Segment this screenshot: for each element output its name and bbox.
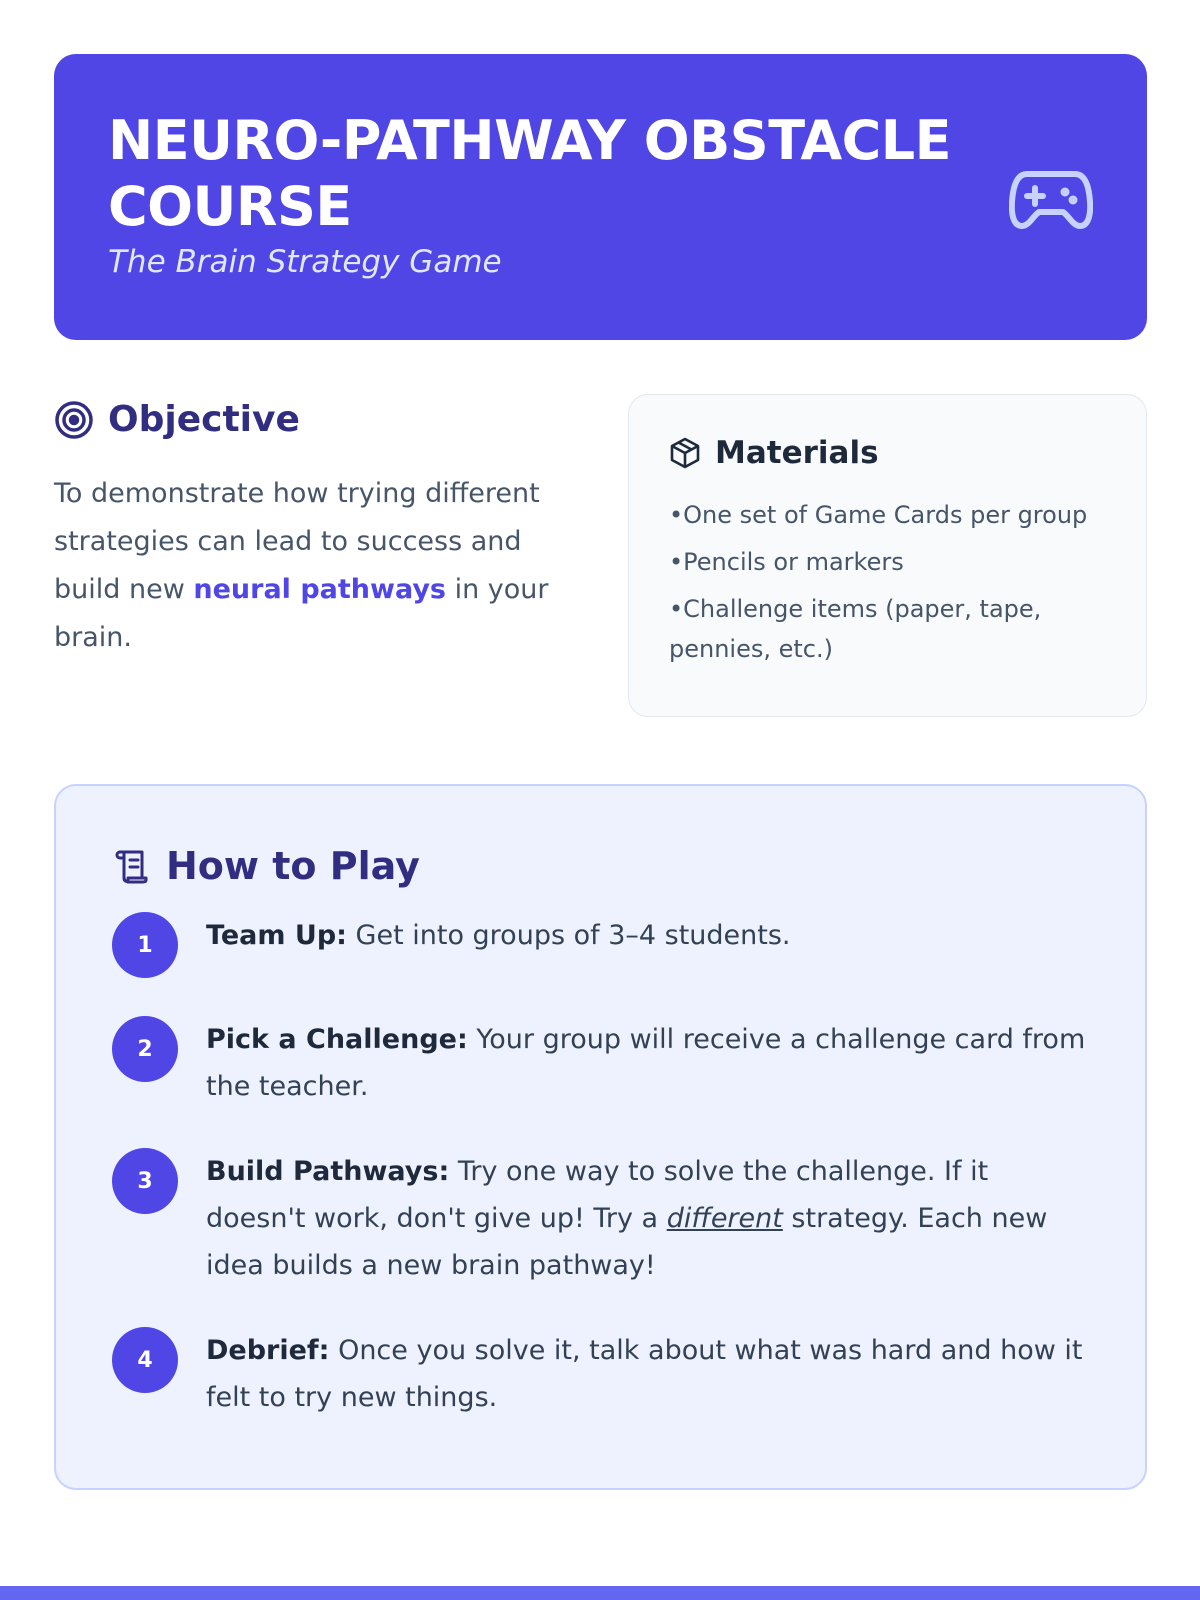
- step-number-badge: 4: [112, 1327, 178, 1393]
- step-item-4: [112, 1327, 1089, 1421]
- gamepad-icon: [1009, 166, 1093, 234]
- step-description: Once you solve it, talk about what was hard and how it felt to try new things.: [206, 1335, 1083, 1413]
- objective-text: [54, 470, 574, 662]
- step-label: Build Pathways:: [206, 1156, 450, 1187]
- objective-highlight: neural pathways: [193, 574, 446, 605]
- footer-bar: [0, 1586, 1200, 1600]
- step-description: Get into groups of 3–4 students.: [346, 920, 791, 951]
- list-item: • Pencils or markers: [669, 542, 1108, 582]
- objective-text-end: in your brain.: [54, 574, 549, 653]
- step-number-badge: 1: [112, 912, 178, 978]
- header-banner: [54, 54, 1147, 340]
- materials-card: [628, 394, 1147, 717]
- scroll-icon: [112, 846, 152, 886]
- step-item-2: [112, 1016, 1089, 1110]
- how-to-play-heading: [112, 842, 1089, 890]
- step-description: Your group will receive a challenge card from the teacher.: [206, 1024, 1086, 1102]
- step-description-end: strategy. Each new idea builds a new brain pathway!: [206, 1203, 1048, 1281]
- materials-heading-label: Materials: [715, 435, 879, 471]
- objective-text-start: To demonstrate how trying different strategies can lead to success and build new: [54, 478, 540, 605]
- step-text: [206, 1148, 1089, 1289]
- step-label: Debrief:: [206, 1335, 330, 1366]
- how-to-play-heading-label: How to Play: [166, 844, 420, 888]
- page-title: NEURO-PATHWAY OBSTACLE COURSE: [108, 109, 952, 238]
- step-description-start: Try one way to solve the challenge. If it doesn't work, don't give up! Try a: [206, 1156, 989, 1234]
- step-text: [206, 1327, 1089, 1421]
- page-subtitle: The Brain Strategy Game: [108, 244, 502, 280]
- objective-heading: [54, 396, 574, 444]
- header-text: [108, 108, 1008, 340]
- materials-list: [669, 495, 1108, 669]
- step-item-3: [112, 1148, 1089, 1289]
- materials-heading: [669, 433, 1108, 473]
- step-number-badge: 3: [112, 1148, 178, 1214]
- cube-icon: [669, 437, 701, 469]
- step-text: [206, 912, 1089, 959]
- steps-list: [112, 912, 1089, 1421]
- list-item: • One set of Game Cards per group: [669, 495, 1108, 535]
- target-icon: [54, 400, 94, 440]
- step-item-1: [112, 912, 1089, 978]
- step-text: [206, 1016, 1089, 1110]
- objective-section: [54, 396, 574, 662]
- objective-heading-label: Objective: [108, 399, 300, 440]
- list-item: • Challenge items (paper, tape, pennies, etc.): [669, 589, 1108, 669]
- step-number-badge: 2: [112, 1016, 178, 1082]
- step-label: Team Up:: [206, 920, 347, 951]
- how-to-play-panel: [54, 784, 1147, 1490]
- step-emphasis: different: [666, 1203, 783, 1234]
- step-label: Pick a Challenge:: [206, 1024, 468, 1055]
